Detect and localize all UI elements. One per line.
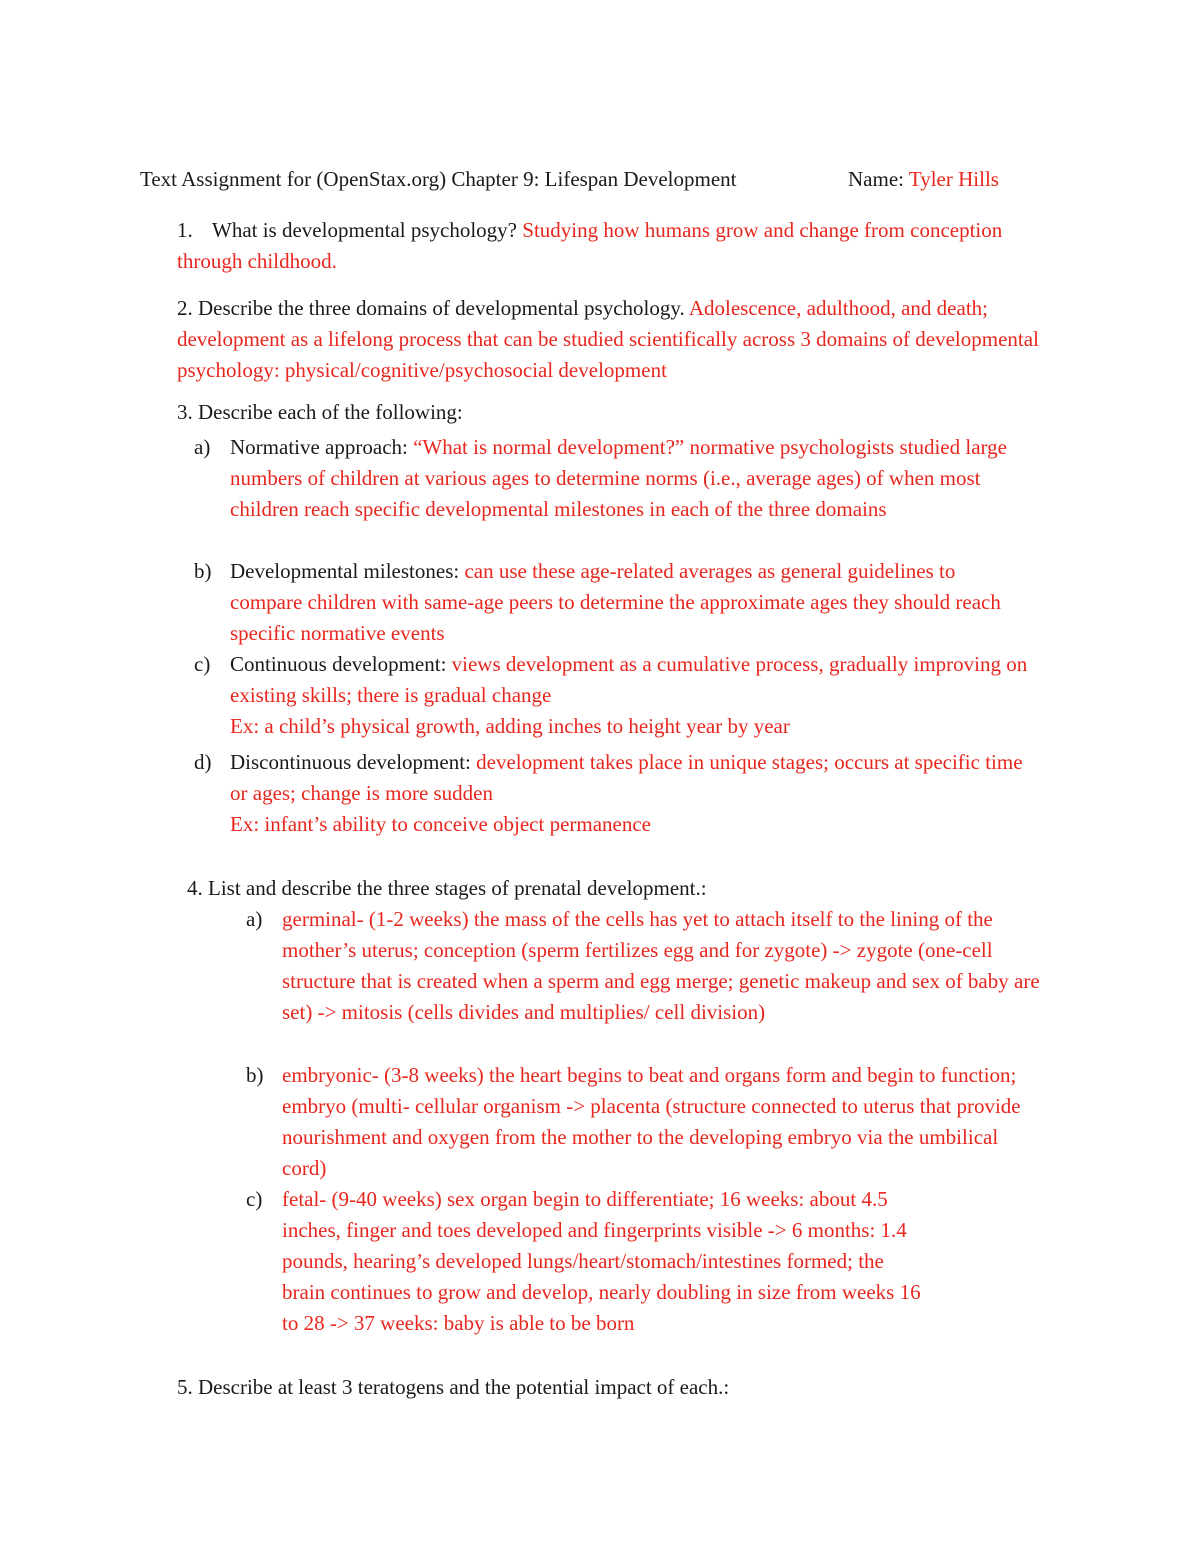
question-2-answer: Adolescence, adulthood, and death; development as a lifelong process that can be studied scientifically across 3 domains of developmental psychology: physical/cognitive/psychosocial development [177, 296, 1039, 382]
name-label: Name: [848, 167, 904, 191]
question-4-item-a [246, 904, 1042, 1028]
item-term: Developmental milestones: [230, 559, 460, 583]
item-term: Discontinuous development: [230, 750, 471, 774]
item-letter: b) [246, 1063, 264, 1087]
item-letter: d) [194, 750, 212, 774]
item-answer: “What is normal development?” normative psychologists studied large numbers of children at various ages to determine norms (i.e., average ages) of when most children reach specific developmental milestones in each of the three domains [230, 435, 1007, 521]
item-answer-line: to 28 -> 37 weeks: baby is able to be born [282, 1311, 635, 1335]
item-example: Ex: infant’s ability to conceive object permanence [230, 812, 652, 836]
question-2-text: 2. Describe the three domains of developmental psychology. [177, 296, 685, 320]
item-answer: development takes place in unique stages; occurs at specific time or ages; change is more sudden [230, 750, 1023, 805]
item-letter: b) [194, 559, 212, 583]
question-3-item-b [194, 556, 1030, 649]
item-letter: c) [246, 1187, 263, 1211]
question-5-text: 5. Describe at least 3 teratogens and the potential impact of each.: [177, 1375, 730, 1399]
item-answer: embryonic- (3-8 weeks) the heart begins to beat and organs form and begin to function; embryo (multi- cellular organism -> placenta (structure connected to uterus that provide nourishment and oxygen from the mother to the developing embryo via the umbilical cord) [282, 1063, 1021, 1180]
question-1-answer: Studying how humans grow and change from conception through childhood. [177, 218, 1003, 273]
item-example: Ex: a child’s physical growth, adding inches to height year by year [230, 714, 790, 738]
item-letter: c) [194, 652, 211, 676]
question-1-text: What is developmental psychology? [212, 218, 518, 242]
assignment-header [140, 164, 1040, 195]
assignment-title: Text Assignment for (OpenStax.org) Chapter 9: Lifespan Development [140, 167, 737, 191]
item-term: Continuous development: [230, 652, 447, 676]
question-4-item-b [246, 1060, 1042, 1184]
item-answer-line: brain continues to grow and develop, nearly doubling in size from weeks 16 [282, 1280, 921, 1304]
question-3-item-a [194, 432, 1030, 525]
question-2 [177, 293, 1047, 386]
item-answer-line: fetal- (9-40 weeks) sex organ begin to differentiate; 16 weeks: about 4.5 [282, 1187, 888, 1211]
question-1-number: 1. [177, 218, 193, 242]
question-4-item-c [246, 1184, 1042, 1339]
question-3-item-c [194, 649, 1030, 742]
item-answer: views development as a cumulative process, gradually improving on existing skills; there is gradual change [230, 652, 1028, 707]
item-answer: can use these age-related averages as general guidelines to compare children with same-age peers to determine the approximate ages they should reach specific normative events [230, 559, 1001, 645]
item-letter: a) [194, 435, 211, 459]
item-answer-line: inches, finger and toes developed and fingerprints visible -> 6 months: 1.4 [282, 1218, 907, 1242]
question-4 [187, 873, 1047, 904]
item-term: Normative approach: [230, 435, 408, 459]
question-3-item-d [194, 747, 1030, 840]
question-3-text: 3. Describe each of the following: [177, 400, 463, 424]
question-5 [177, 1372, 1037, 1403]
question-3 [177, 397, 1037, 428]
item-answer-line: pounds, hearing’s developed lungs/heart/stomach/intestines formed; the [282, 1249, 884, 1273]
question-4-text: 4. List and describe the three stages of prenatal development.: [187, 876, 707, 900]
student-name [848, 164, 999, 195]
question-1 [177, 215, 1037, 277]
name-value: Tyler Hills [908, 167, 999, 191]
item-answer: germinal- (1-2 weeks) the mass of the cells has yet to attach itself to the lining of the mother’s uterus; conception (sperm fertilizes egg and for zygote) -> zygote (one-cell structure that is created when a sperm and egg merge; genetic makeup and sex of baby are set) -> mitosis (cells divides and multiplies/ cell division) [282, 907, 1040, 1024]
item-letter: a) [246, 907, 263, 931]
